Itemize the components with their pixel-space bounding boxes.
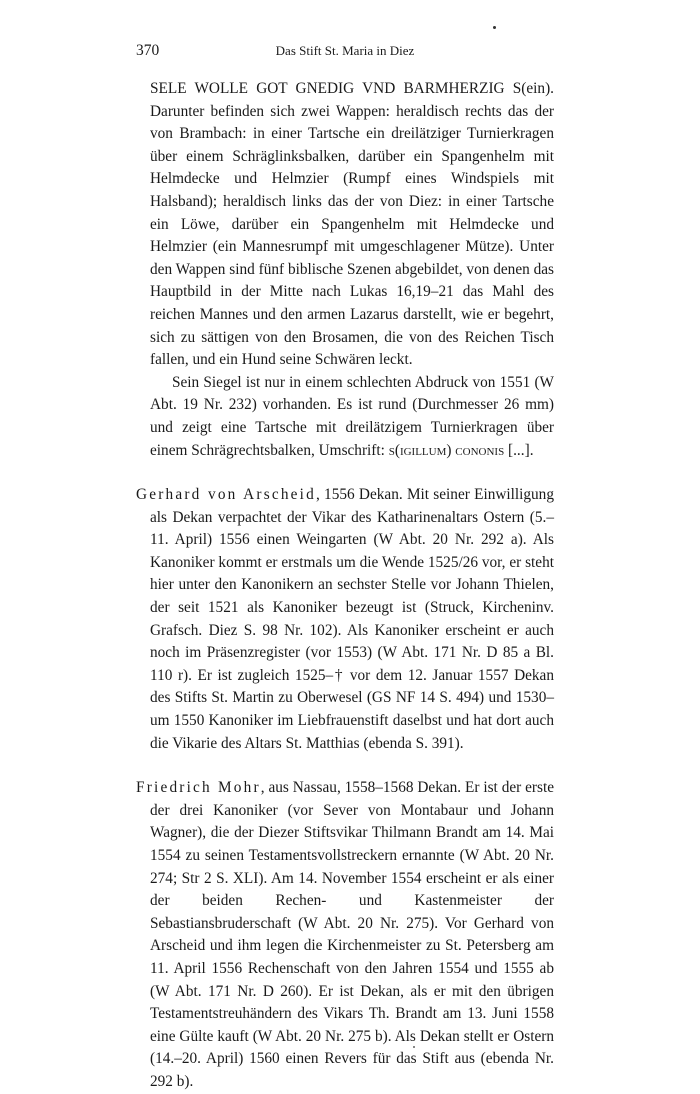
seal-legend: s(igillum) cononis [...] xyxy=(388,441,530,459)
page-header xyxy=(136,42,554,64)
running-title: Das Stift St. Maria in Diez xyxy=(275,43,415,58)
entry-name: Gerhard von Arscheid xyxy=(136,486,316,504)
entry-friedrich-mohr xyxy=(136,777,554,1093)
entry-continuation xyxy=(136,78,554,462)
paragraph xyxy=(136,484,554,755)
entry-gerhard-von-arscheid xyxy=(136,484,554,755)
seal-text-end: . xyxy=(529,441,534,459)
page-number: 370 xyxy=(136,42,160,59)
print-mark xyxy=(493,26,496,29)
entry-text: , 1556 Dekan. Mit seiner Einwilligung als Dekan verpachtet der Vikar des Katharinenaltars Ostern (5.–11. April) 1556 einen Weingarten (W Abt. 20 Nr. 292 a). Als Kanoniker kommt er erstmals um die Wende 1525/26 vor, er steht hier unter den Kanonikern an sechster Stelle vor Johann Thielen, der seit 1521 als Kanoniker bezeugt ist (Struck, Kircheninv. Grafsch. Diez S. 98 Nr. 102). Als Kanoniker erscheint er auch noch im Präsenzregister (vor 1553) (W Abt. 171 Nr. D 85 a Bl. 110 r). Er ist zugleich 1525–† vor dem 12. Januar 1557 Dekan des Stifts St. Martin zu Oberwesel (GS NF 14 S. 494) und 1530–um 1550 Kanoniker im Liebfrauenstift daselbst und hat dort auch die Vikarie des Altars St. Matthias (ebenda S. 391). xyxy=(150,486,554,752)
entry-name: Friedrich Mohr xyxy=(136,779,261,797)
seal-text: Sein Siegel ist nur in einem schlechten Abdruck von 1551 (W Abt. 19 Nr. 232) vorhanden. Es ist rund (Durchmesser 26 mm) und zeigt eine Tartsche mit dreilätzigem Turnierkragen über einem Schrägrechtsbalken, Umschrift: xyxy=(150,373,554,459)
paragraph: SELE WOLLE GOT GNEDIG VND BARMHERZIG S(ein). Darunter befinden sich zwei Wappen: heraldisch rechts das der von Brambach: in einer Tartsche ein dreilätziger Turnierkragen über einem Schräglinksbalken, darüber ein Spangenhelm mit Helmdecke und Helmzier (Rumpf eines Windspiels mit Halsband); heraldisch links das der von Diez: in einer Tartsche ein Löwe, darüber ein Spangenhelm mit Helmdecke und Helmzier (ein Mannesrumpf mit umgeschlagener Mütze). Unter den Wappen sind fünf biblische Szenen abgebildet, von denen das Hauptbild in der Mitte nach Lukas 16,19–21 das Mahl des reichen Mannes und den armen Lazarus darstellt, wie er begehrt, sich zu sättigen von den Brosamen, die von des Reichen Tisch fallen, und ein Hund seine Schwären leckt. xyxy=(150,80,554,369)
paragraph-seal xyxy=(136,372,554,462)
print-mark xyxy=(413,1046,415,1048)
page-body xyxy=(136,78,554,1094)
paragraph xyxy=(136,777,554,1093)
entry-text: , aus Nassau, 1558–1568 Dekan. Er ist der erste der drei Kanoniker (vor Sever von Montabaur und Johann Wagner), die der Diezer Stiftsvikar Thilmann Brandt am 14. Mai 1554 zu seinen Testamentsvollstreckern ernannte (W Abt. 20 Nr. 274; Str 2 S. XLI). Am 14. November 1554 erscheint er als einer der beiden Rechen- und Kastenmeister der Sebastiansbruderschaft (W Abt. 20 Nr. 275). Vor Gerhard von Arscheid und ihm legen die Kirchenmeister zu St. Petersberg am 11. April 1556 Rechenschaft von den Jahren 1554 und 1555 ab (W Abt. 171 Nr. D 260). Er ist Dekan, als er mit den übrigen Testamentstreuhändern des Vikars Th. Brandt am 13. Juni 1558 eine Gülte kauft (W Abt. 20 Nr. 275 b). Als Dekan stellt er Ostern (14.–20. April) 1560 einen Revers für das Stift aus (ebenda Nr. 292 b). xyxy=(150,779,554,1090)
